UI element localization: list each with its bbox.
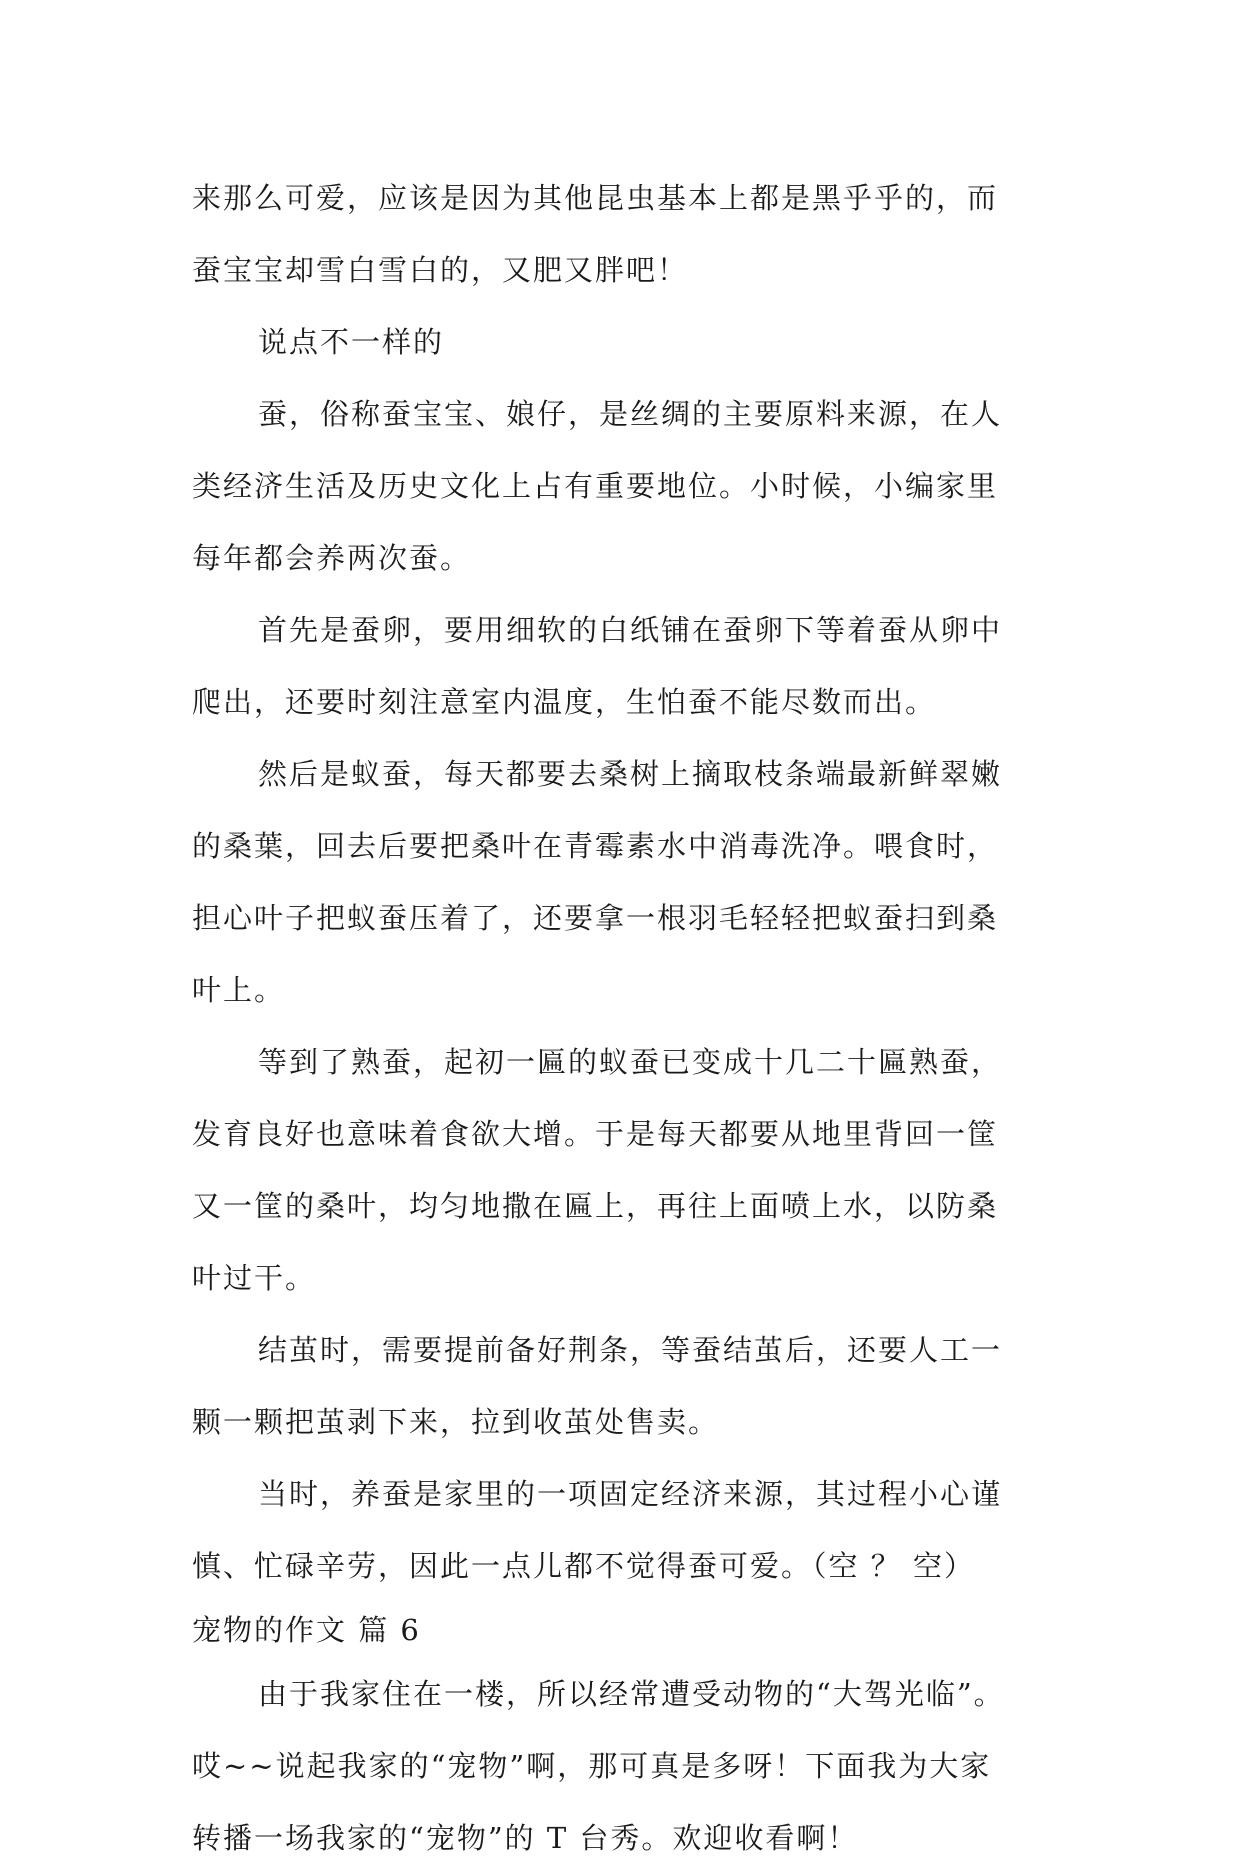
subheading: 说点不一样的 (258, 325, 445, 359)
text-line: 每年都会养两次蚕。 (192, 541, 472, 575)
text-line: 等到了熟蚕，起初一匾的蚁蚕已变成十几二十匾熟蚕， (258, 1045, 1003, 1079)
text-line: 慎、忙碌辛劳，因此一点儿都不觉得蚕可爱。（空 ？ 空） (192, 1549, 975, 1583)
text-line: 结茧时，需要提前备好荆条，等蚕结茧后，还要人工一 (258, 1333, 1003, 1367)
text-line: 叶上。 (192, 973, 286, 1007)
text-line: 爬出，还要时刻注意室内温度，生怕蚕不能尽数而出。 (192, 685, 937, 719)
document-body (192, 162, 1072, 1874)
text-line: 叶过干。 (192, 1261, 317, 1295)
text-line: 哎~~说起我家的“宠物”啊，那可真是多呀！下面我为大家 (192, 1749, 992, 1783)
text-line: 首先是蚕卵，要用细软的白纸铺在蚕卵下等着蚕从卵中 (258, 613, 1003, 647)
text-line: 类经济生活及历史文化上占有重要地位。小时候，小编家里 (192, 469, 999, 503)
text-line: 来那么可爱，应该是因为其他昆虫基本上都是黑乎乎的，而 (192, 181, 999, 215)
text-line: 蚕，俗称蚕宝宝、娘仔，是丝绸的主要原料来源，在人 (258, 397, 1003, 431)
text-line: 然后是蚁蚕，每天都要去桑树上摘取枝条端最新鲜翠嫩 (258, 757, 1003, 791)
text-line: 发育良好也意味着食欲大增。于是每天都要从地里背回一筐 (192, 1117, 999, 1151)
text-line: 由于我家住在一楼，所以经常遭受动物的“大驾光临”。 (258, 1677, 1005, 1711)
text-line: 颗一颗把茧剥下来，拉到收茧处售卖。 (192, 1405, 720, 1439)
text-line: 又一筐的桑叶，均匀地撒在匾上，再往上面喷上水，以防桑 (192, 1189, 999, 1223)
text-line: 担心叶子把蚁蚕压着了，还要拿一根羽毛轻轻把蚁蚕扫到桑 (192, 901, 999, 935)
section-title: 宠物的作文 篇 6 (192, 1613, 421, 1647)
text-line: 转播一场我家的“宠物”的 T 台秀。欢迎收看啊！ (192, 1821, 859, 1855)
text-line: 蚕宝宝却雪白雪白的，又肥又胖吧！ (192, 253, 689, 287)
text-line: 当时，养蚕是家里的一项固定经济来源，其过程小心谨 (258, 1477, 1003, 1511)
text-line: 的桑葉，回去后要把桑叶在青霉素水中消毒洗净。喂食时， (192, 829, 999, 863)
